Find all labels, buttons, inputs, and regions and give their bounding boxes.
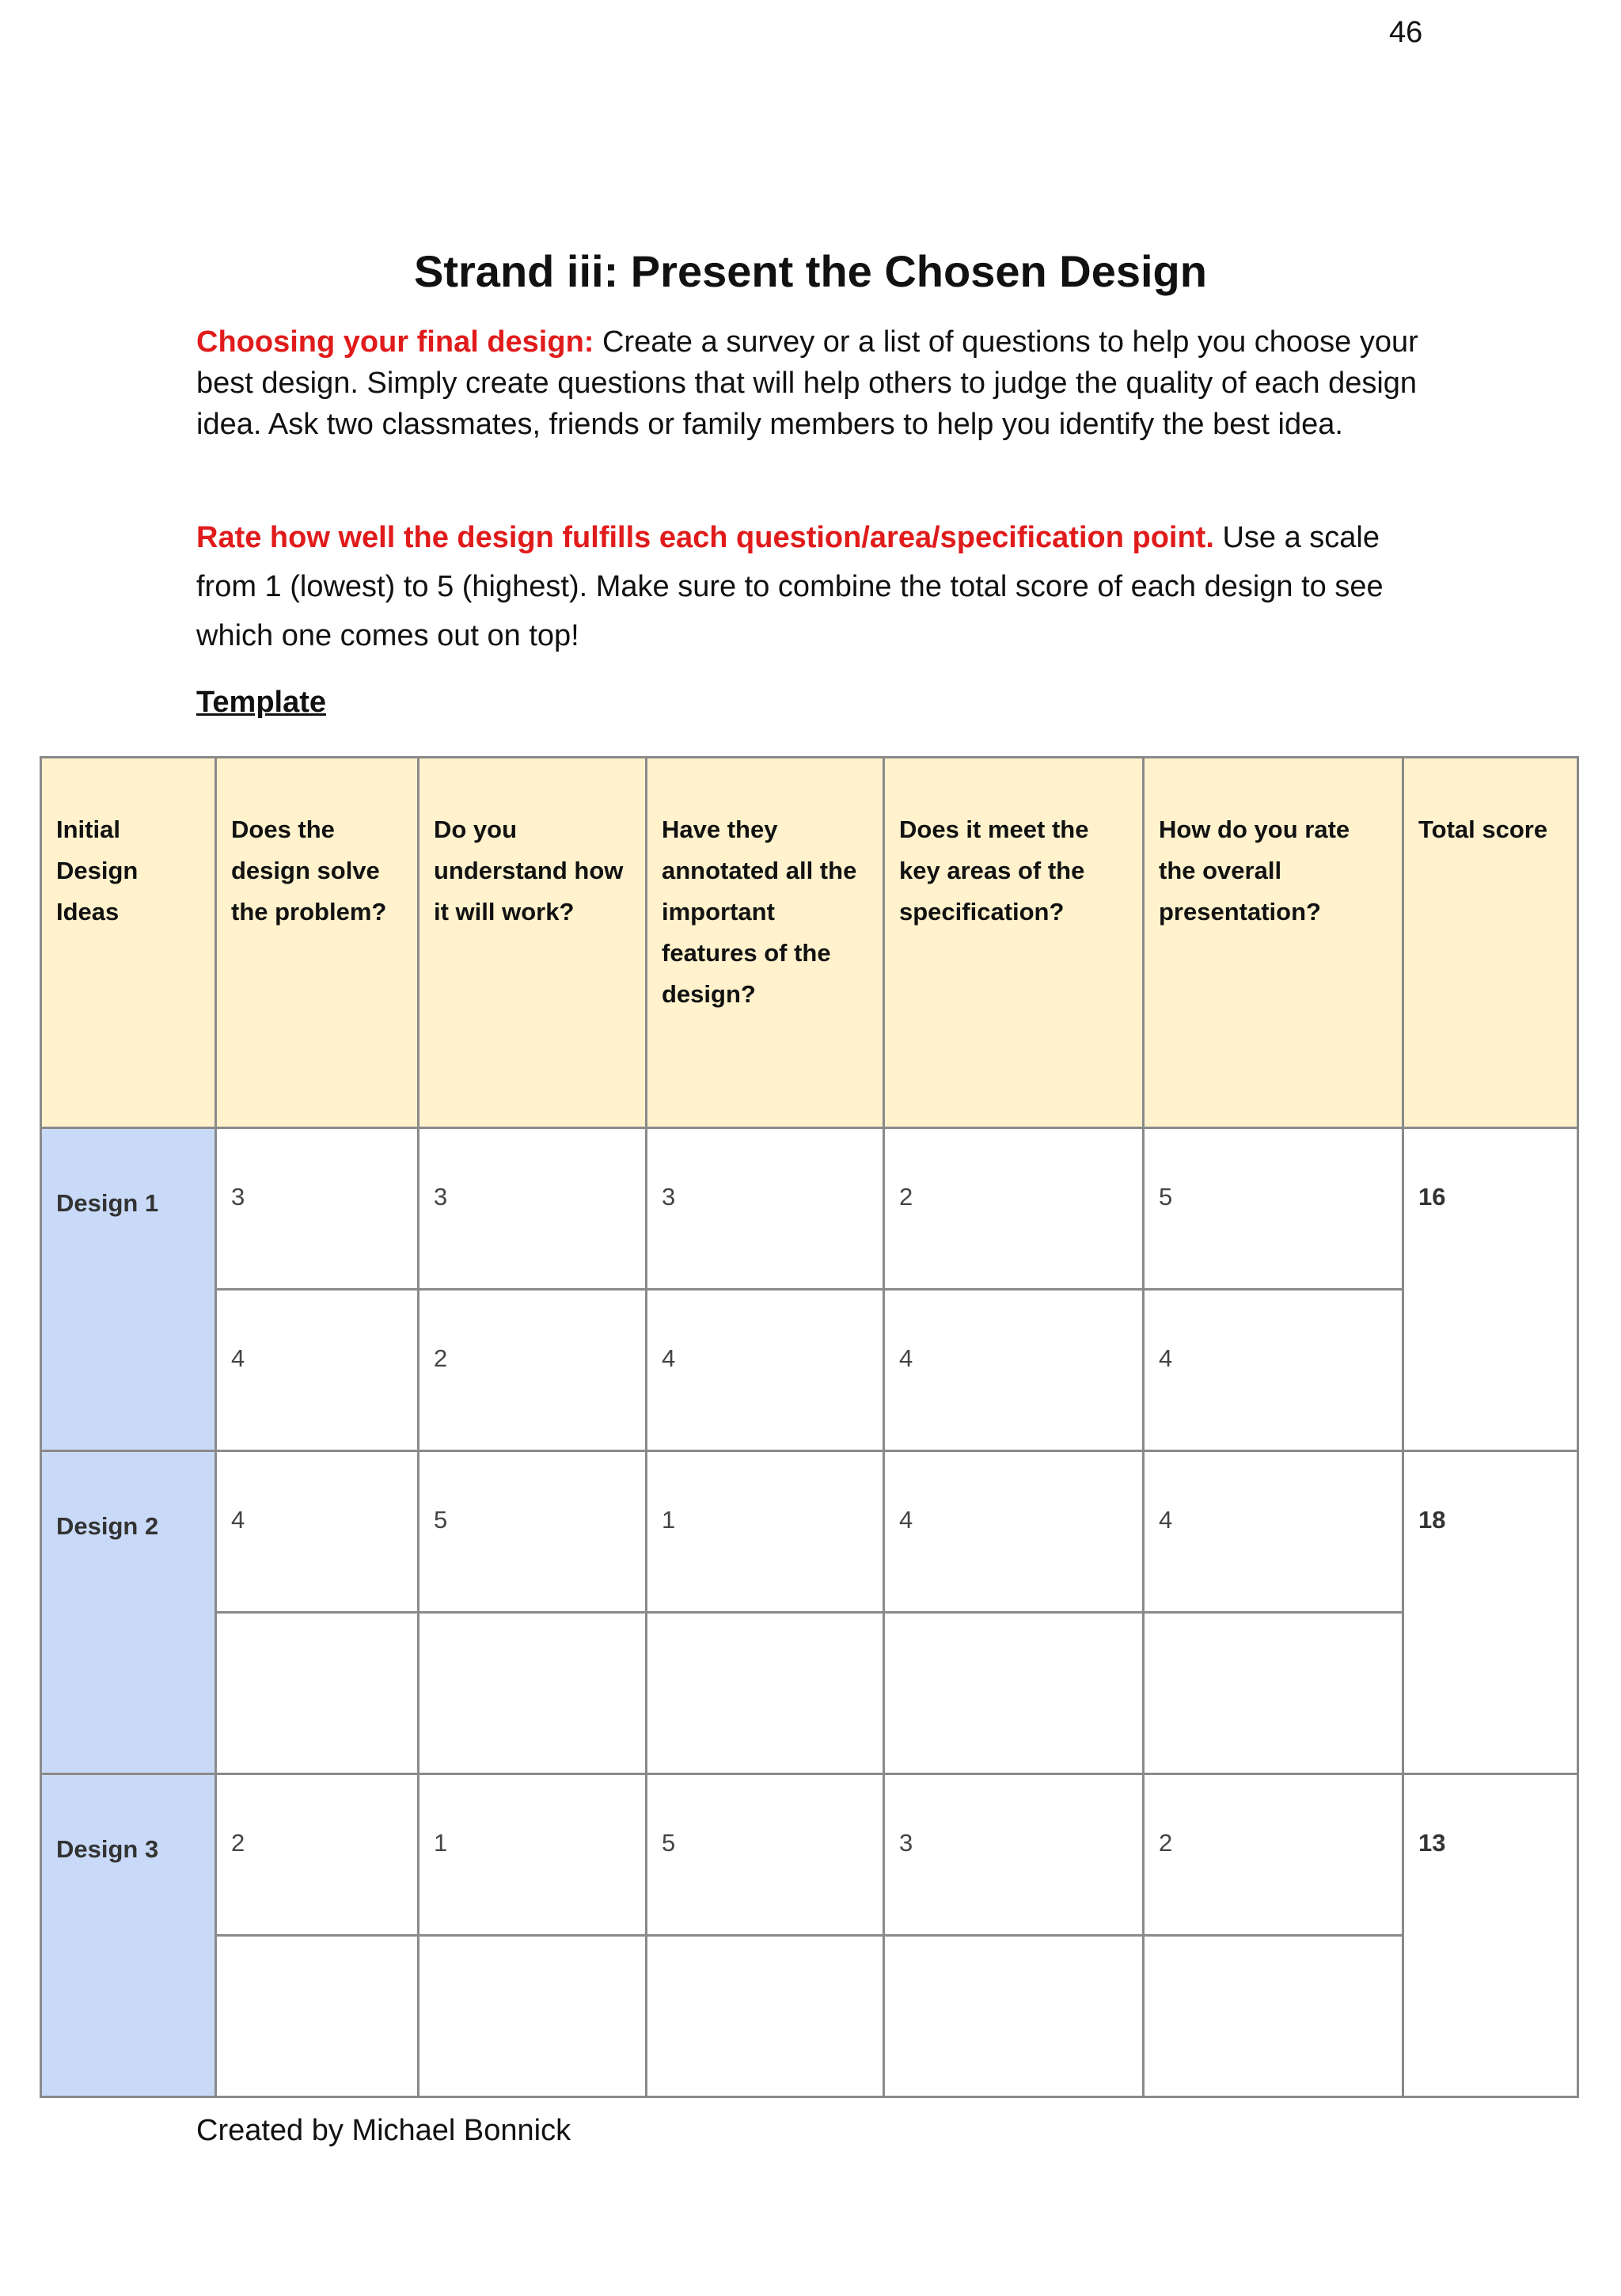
- score-cell: 2: [419, 1290, 647, 1451]
- page-title: Strand iii: Present the Chosen Design: [414, 246, 1207, 296]
- score-cell: 3: [216, 1128, 419, 1290]
- table-row: [41, 1128, 1578, 1290]
- score-cell: [419, 1936, 647, 2097]
- score-cell: [884, 1613, 1144, 1774]
- footer-credit: Created by Michael Bonnick: [196, 2114, 571, 2147]
- header-annotated-features: Have they annotated all the important features of the design?: [647, 758, 884, 1128]
- score-cell: 4: [647, 1290, 884, 1451]
- instructions-highlight: Rate how well the design fulfills each question/area/specification point.: [196, 521, 1214, 554]
- score-cell: 1: [647, 1451, 884, 1613]
- score-cell: 5: [1144, 1128, 1403, 1290]
- header-initial-design-ideas: Initial Design Ideas: [41, 758, 216, 1128]
- table-row: [41, 1613, 1578, 1774]
- rating-table: [40, 756, 1579, 2098]
- template-heading: Template: [196, 686, 327, 719]
- design-2-label: Design 2: [41, 1451, 216, 1774]
- header-meet-specification: Does it meet the key areas of the specification?: [884, 758, 1144, 1128]
- score-cell: 4: [884, 1451, 1144, 1613]
- header-solve-problem: Does the design solve the problem?: [216, 758, 419, 1128]
- score-cell: [216, 1936, 419, 2097]
- intro-text: Create a survey or a list of questions to help you choose your best design. Simply create questions that will help others to judge the quality of each design idea. Ask two classmates, friends or family members to help you identify the best idea.: [196, 325, 1418, 441]
- score-cell: 4: [1144, 1451, 1403, 1613]
- score-cell: 4: [884, 1290, 1144, 1451]
- header-rate-presentation: How do you rate the overall presentation?: [1144, 758, 1403, 1128]
- score-cell: 4: [216, 1451, 419, 1613]
- score-cell: 2: [216, 1774, 419, 1936]
- score-cell: [216, 1613, 419, 1774]
- score-cell: 2: [884, 1128, 1144, 1290]
- score-cell: [647, 1936, 884, 2097]
- design-3-total: 13: [1403, 1774, 1578, 2097]
- score-cell: 3: [884, 1774, 1144, 1936]
- table-row: [41, 1774, 1578, 1936]
- header-row: [41, 758, 1578, 1128]
- intro-paragraph: [196, 321, 1431, 445]
- table-row: [41, 1290, 1578, 1451]
- score-cell: 2: [1144, 1774, 1403, 1936]
- score-cell: 3: [419, 1128, 647, 1290]
- page-number: 46: [1389, 16, 1423, 49]
- design-2-total: 18: [1403, 1451, 1578, 1774]
- score-cell: [1144, 1613, 1403, 1774]
- design-1-total: 16: [1403, 1128, 1578, 1451]
- score-cell: 5: [419, 1451, 647, 1613]
- score-cell: [419, 1613, 647, 1774]
- instructions-paragraph: [196, 513, 1431, 660]
- score-cell: 4: [216, 1290, 419, 1451]
- intro-highlight: Choosing your final design:: [196, 325, 594, 359]
- instructions-text: Use a scale from 1 (lowest) to 5 (highest). Make sure to combine the total score of each design to see which one comes out on top!: [196, 521, 1384, 652]
- header-total-score: Total score: [1403, 758, 1578, 1128]
- score-cell: [1144, 1936, 1403, 2097]
- design-3-label: Design 3: [41, 1774, 216, 2097]
- score-cell: 1: [419, 1774, 647, 1936]
- table-row: [41, 1936, 1578, 2097]
- design-1-label: Design 1: [41, 1128, 216, 1451]
- score-cell: [884, 1936, 1144, 2097]
- header-understand-work: Do you understand how it will work?: [419, 758, 647, 1128]
- score-cell: 5: [647, 1774, 884, 1936]
- score-cell: 4: [1144, 1290, 1403, 1451]
- score-cell: 3: [647, 1128, 884, 1290]
- score-cell: [647, 1613, 884, 1774]
- table-row: [41, 1451, 1578, 1613]
